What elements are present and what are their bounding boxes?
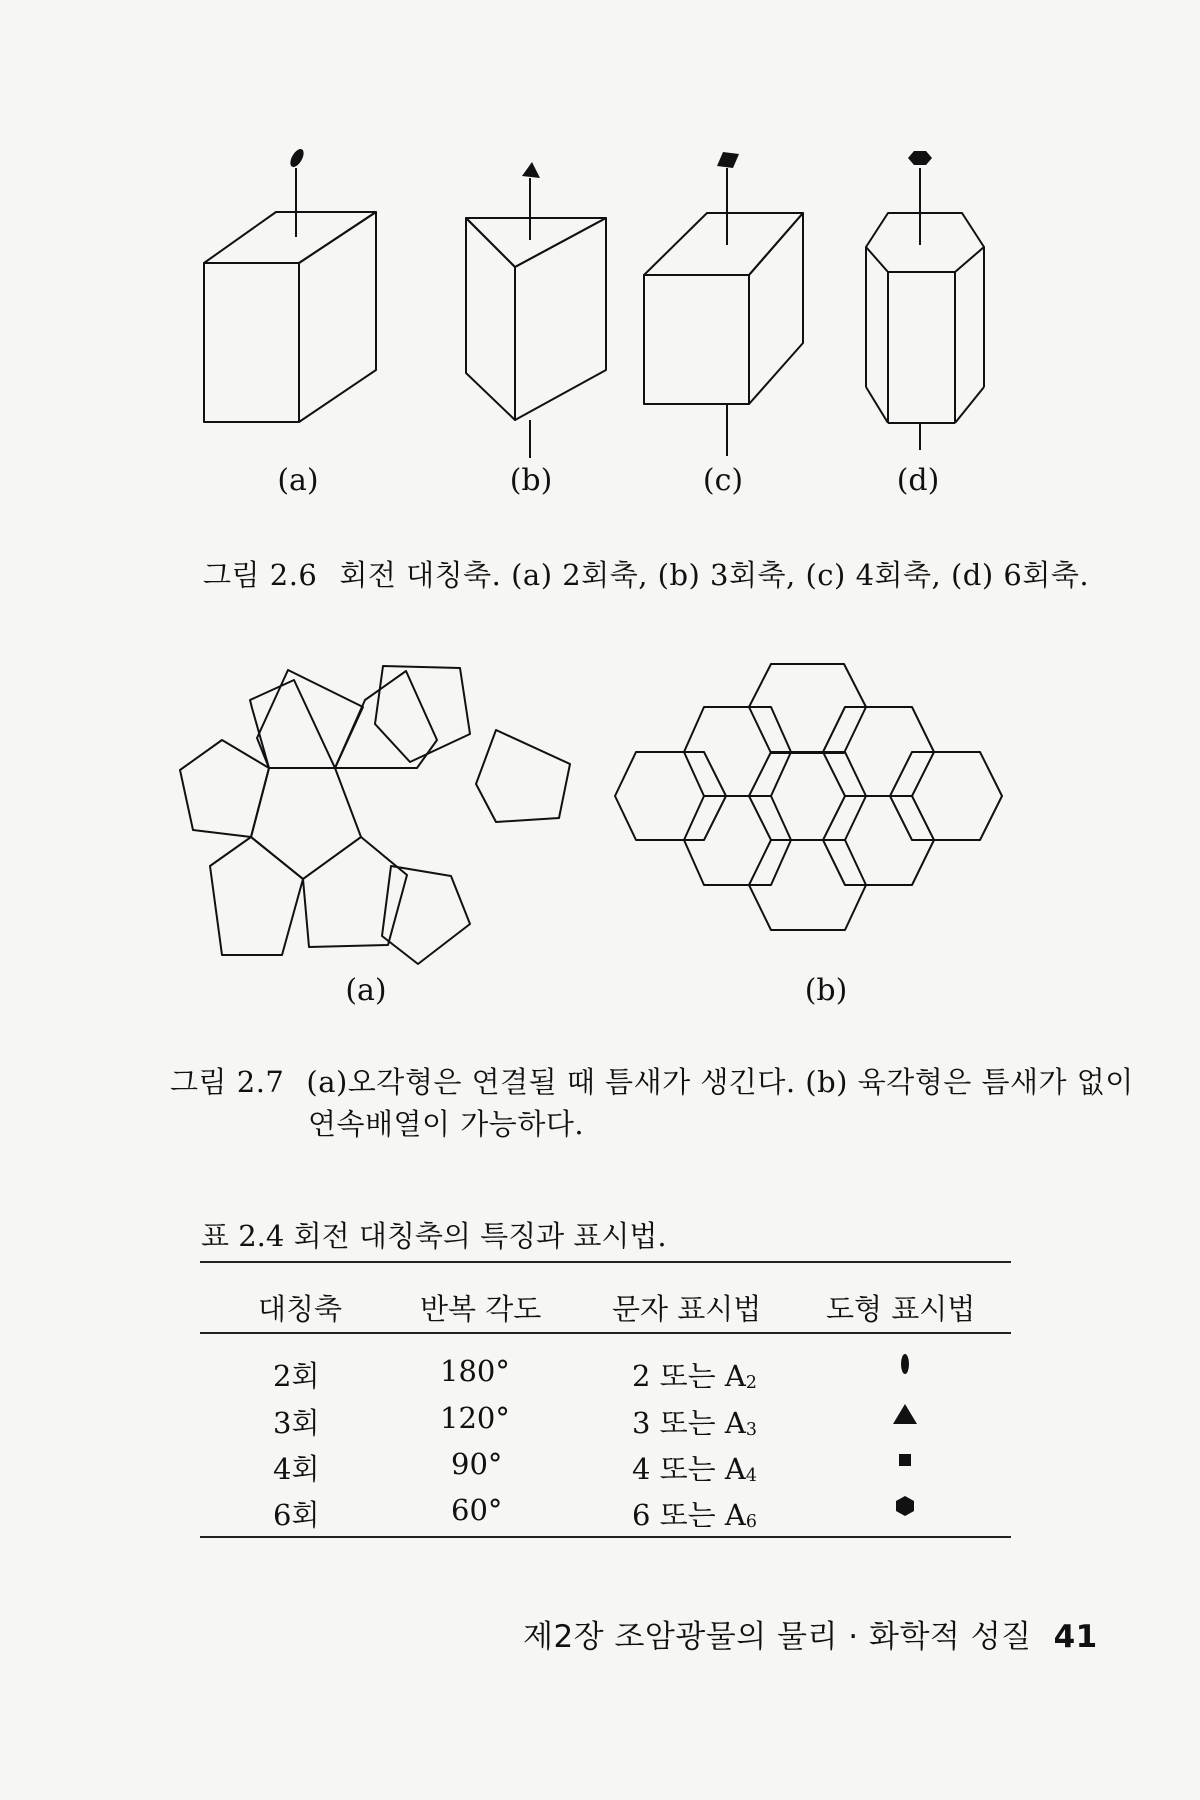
cell-notation: 2 또는 $A_2$ xyxy=(632,1359,757,1393)
header-symbol: 도형 표시법 xyxy=(826,1292,976,1326)
figure-2-7-caption xyxy=(170,1060,1134,1101)
page-number: 41 xyxy=(1053,1619,1098,1655)
table-header-rule xyxy=(200,1332,1011,1334)
table-title: 표 2.4 회전 대칭축의 특징과 표시법. xyxy=(201,1219,667,1253)
running-footer xyxy=(523,1611,1098,1656)
table-bottom-rule xyxy=(200,1536,1011,1538)
header-notation: 문자 표시법 xyxy=(612,1292,762,1326)
cell-notation: 4 또는 $A_4$ xyxy=(632,1452,757,1486)
fig-2-6-label-d: (d) xyxy=(896,463,940,498)
cell-angle: 60° xyxy=(451,1493,503,1527)
cell-axis: 2회 xyxy=(273,1359,320,1393)
cell-angle: 90° xyxy=(451,1447,503,1481)
cell-notation: 3 또는 $A_3$ xyxy=(632,1406,757,1440)
cell-axis: 6회 xyxy=(273,1498,320,1532)
caption-number: 그림 2.7 xyxy=(170,1065,285,1099)
ellipse-icon xyxy=(901,1354,909,1374)
hexagon-icon xyxy=(896,1496,914,1516)
chapter-title: 제2장 조암광물의 물리 · 화학적 성질 xyxy=(523,1619,1032,1655)
cell-axis: 3회 xyxy=(273,1406,320,1440)
cell-notation: 6 또는 $A_6$ xyxy=(632,1498,757,1532)
caption-line-1: (a)오각형은 연결될 때 틈새가 생긴다. (b) 육각형은 틈새가 없이 xyxy=(306,1065,1134,1099)
fig-2-6-label-c: (c) xyxy=(702,463,744,498)
pentagon-tiling xyxy=(180,666,570,964)
caption-number: 그림 2.6 xyxy=(203,558,318,592)
cell-angle: 120° xyxy=(440,1401,510,1435)
fig-2-6-label-b: (b) xyxy=(509,463,553,498)
caption-text: 회전 대칭축. (a) 2회축, (b) 3회축, (c) 4회축, (d) 6회축. xyxy=(339,558,1090,592)
header-axis: 대칭축 xyxy=(258,1292,343,1326)
triangle-icon xyxy=(893,1404,917,1424)
table-top-rule xyxy=(200,1261,1011,1263)
fig-2-7-label-b: (b) xyxy=(804,973,848,1008)
fig-2-6-label-a: (a) xyxy=(277,463,319,498)
fig-2-7-label-a: (a) xyxy=(345,973,387,1008)
cell-angle: 180° xyxy=(440,1354,510,1388)
header-angle: 반복 각도 xyxy=(420,1292,542,1326)
cell-axis: 4회 xyxy=(273,1452,320,1486)
figure-2-7-caption-line-2: 연속배열이 가능하다. xyxy=(308,1107,585,1141)
square-icon xyxy=(899,1454,911,1466)
hexagon-tiling xyxy=(615,664,1002,930)
